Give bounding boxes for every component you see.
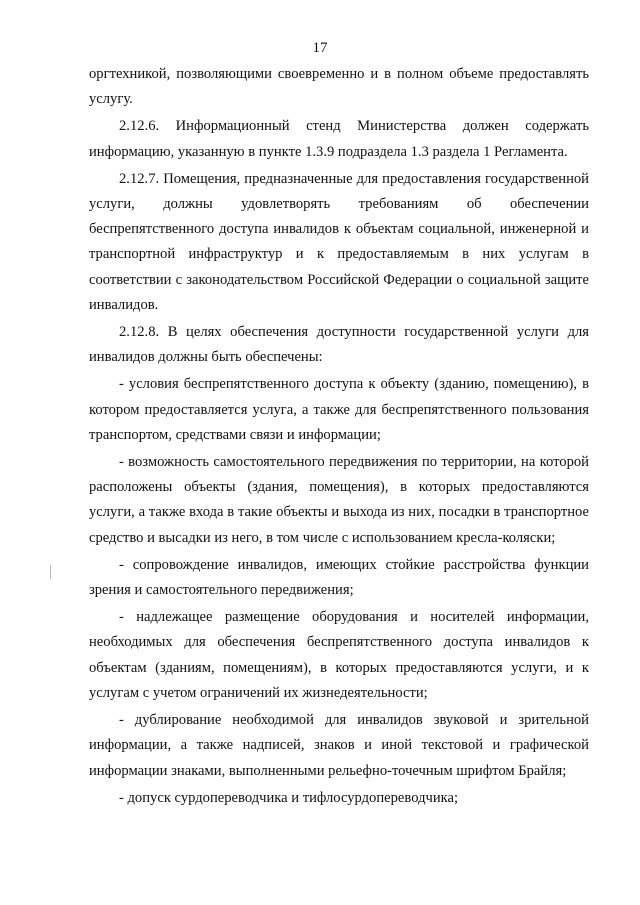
paragraph-2-12-6: 2.12.6. Информационный стенд Министерства должен содержать информацию, указанную в пункте 1.3.9 подраздела 1.3 раздела 1 Регламента. bbox=[89, 118, 589, 160]
document-body bbox=[89, 62, 589, 812]
paragraph-2-12-7: 2.12.7. Помещения, предназначенные для предоставления государственной услуги, должны удовлетворять требованиям об обеспечении беспрепятственного доступа инвалидов к объектам социальной, инженерной и транспортной инфраструктур и к предоставляемым в них услугам в соответствии с законодательством Российской Федерации о социальной защите инвалидов. bbox=[89, 170, 589, 314]
list-item-escort: - сопровождение инвалидов, имеющих стойкие расстройства функции зрения и самостоятельного передвижения; bbox=[89, 556, 589, 599]
list-item-independent-movement: - возможность самостоятельного передвижения по территории, на которой расположены объекты (здания, помещения), в которых предоставляются услуги, а также входа в такие объекты и выхода из них, посадки в транспортное средство и высадки из него, в том числе с использованием кресла-коляски; bbox=[89, 453, 589, 546]
paragraph-continuation: оргтехникой, позволяющими своевременно и в полном объеме предоставлять услугу. bbox=[89, 66, 589, 108]
list-item-interpreter-admission: - допуск сурдопереводчика и тифлосурдопереводчика; bbox=[119, 789, 459, 806]
list-item-equipment-placement: - надлежащее размещение оборудования и носителей информации, необходимых для обеспечения беспрепятственного доступа инвалидов к объектам (зданиям, помещениям), в которых предоставляются услуги, и к услугам с учетом ограничений их жизнедеятельности; bbox=[89, 609, 589, 701]
page-number: 17 bbox=[312, 40, 328, 56]
scan-artifact-line bbox=[50, 565, 51, 579]
list-item-information-duplication: - дублирование необходимой для инвалидов звуковой и зрительной информации, а также надписей, знаков и иной текстовой и графической информации знаками, выполненными рельефно-точечным шрифтом Брайля; bbox=[89, 711, 589, 779]
paragraph-2-12-8: 2.12.8. В целях обеспечения доступности государственной услуги для инвалидов должны быть обеспечены: bbox=[89, 324, 589, 366]
list-item-access-conditions: - условия беспрепятственного доступа к объекту (зданию, помещению), в котором предоставляется услуга, а также для беспрепятственного пользования транспортом, средствами связи и информации; bbox=[89, 376, 589, 443]
